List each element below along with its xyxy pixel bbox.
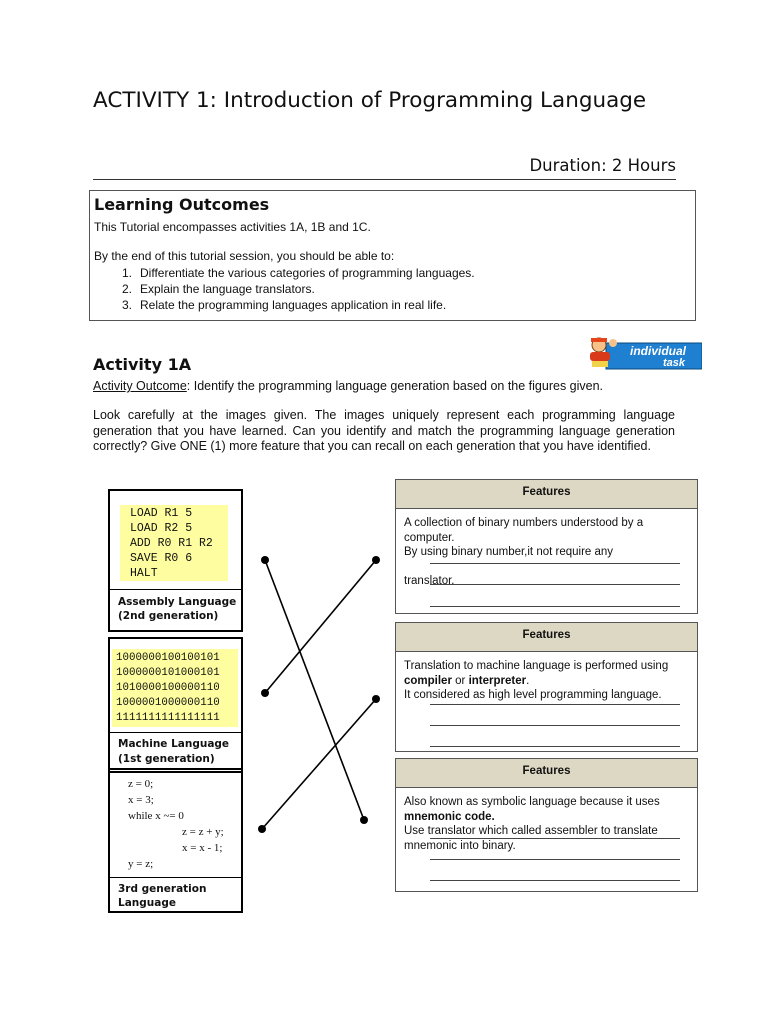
activity-outcome — [93, 379, 683, 393]
feature-line: By using binary number,it not require any — [404, 546, 614, 558]
learning-outcomes-box — [89, 190, 696, 321]
code-line: 1000000100100101 — [116, 652, 220, 664]
match-dot — [258, 825, 266, 833]
code-line: 1010000100000110 — [116, 682, 220, 694]
badge-line-2: task — [662, 357, 686, 369]
code-line: while x ~= 0 — [128, 810, 184, 822]
learning-outcomes-heading: Learning Outcomes — [94, 195, 270, 214]
code-line: SAVE R0 6 — [130, 552, 193, 565]
caption-line: 3rd generation — [118, 883, 207, 895]
feature-line: A collection of binary numbers understood by a computer. — [404, 517, 644, 544]
match-dot — [261, 556, 269, 564]
writing-line — [430, 880, 680, 881]
writing-line — [430, 704, 680, 705]
code-line: x = 3; — [128, 794, 154, 806]
caption-line: (2nd generation) — [118, 610, 219, 622]
caption-line: Machine Language — [118, 738, 230, 750]
writing-line — [430, 563, 680, 564]
features-heading: Features — [396, 623, 697, 652]
code-line: x = x - 1; — [182, 842, 223, 854]
page-title: ACTIVITY 1: Introduction of Programming Language — [93, 88, 647, 113]
caption-line: Assembly Language — [118, 596, 237, 608]
feature-line: Translation to machine language is performed using compiler or interpreter. — [404, 660, 669, 687]
match-dot — [261, 689, 269, 697]
match-line-third — [262, 699, 376, 829]
code-line: 1000001000000110 — [116, 697, 220, 709]
caption-line: Language — [118, 897, 176, 909]
writing-line — [430, 606, 680, 607]
code-line: z = 0; — [128, 778, 154, 790]
feature-line: translator. — [404, 574, 455, 587]
writing-line — [430, 859, 680, 860]
features-heading: Features — [396, 759, 697, 788]
caption-divider — [110, 732, 241, 733]
code-line: 1111111111111111 — [116, 712, 220, 724]
match-dot — [360, 816, 368, 824]
features-body — [404, 795, 694, 853]
activity-heading: Activity 1A — [93, 355, 192, 374]
activity-instruction: Look carefully at the images given. The images uniquely represent each programming language generation that you have learned. Can you identify and match the programming language generation correctly? Give ONE (1) more feature that you can recall on each generation that you have identified. — [93, 408, 675, 453]
code-line: HALT — [130, 567, 158, 580]
list-item: 2. Explain the language translators. — [121, 282, 315, 296]
machine-language-box — [108, 637, 243, 773]
features-heading: Features — [396, 480, 697, 509]
writing-line — [430, 838, 680, 839]
features-body — [404, 659, 694, 703]
code-line: 1000000101000101 — [116, 667, 220, 679]
features-box-3 — [395, 758, 698, 892]
list-item: 1. Differentiate the various categories of programming languages. — [121, 266, 475, 280]
caption-divider — [110, 589, 241, 590]
third-generation-box — [108, 768, 243, 913]
feature-line: Use translator which called assembler to translate mnemonic into binary. — [404, 825, 658, 852]
writing-line — [430, 725, 680, 726]
list-item: 3. Relate the programming languages application in real life. — [121, 298, 447, 312]
writing-line — [430, 584, 680, 585]
feature-line: Also known as symbolic language because it uses mnemonic code. — [404, 796, 660, 823]
match-line-machine — [265, 560, 376, 693]
code-line: z = z + y; — [182, 826, 224, 838]
learning-outcomes-intro: This Tutorial encompasses activities 1A, 1B and 1C. — [94, 220, 371, 234]
writing-line — [430, 746, 680, 747]
assembly-language-box — [108, 489, 243, 632]
code-line: LOAD R2 5 — [130, 522, 193, 535]
activity-outcome-text: : Identify the programming language generation based on the figures given. — [186, 379, 604, 393]
match-line-assembly — [265, 560, 364, 820]
learning-outcomes-lead: By the end of this tutorial session, you should be able to: — [94, 249, 395, 263]
caption-line: (1st generation) — [118, 753, 215, 765]
code-line: ADD R0 R1 R2 — [130, 537, 213, 550]
code-line: LOAD R1 5 — [130, 507, 193, 520]
feature-line: It considered as high level programming language. — [404, 689, 662, 701]
duration-label: Duration: 2 Hours — [529, 156, 676, 175]
features-body — [404, 516, 694, 588]
learning-outcomes-list — [94, 265, 475, 313]
caption-divider — [110, 877, 241, 878]
match-dot — [372, 556, 380, 564]
title-divider — [93, 179, 676, 180]
activity-outcome-label: Activity Outcome — [93, 379, 187, 393]
code-line: y = z; — [128, 858, 154, 870]
individual-task-badge — [586, 335, 702, 371]
match-dot — [372, 695, 380, 703]
features-box-2 — [395, 622, 698, 752]
features-box-1 — [395, 479, 698, 614]
badge-line-1: individual — [629, 344, 687, 358]
